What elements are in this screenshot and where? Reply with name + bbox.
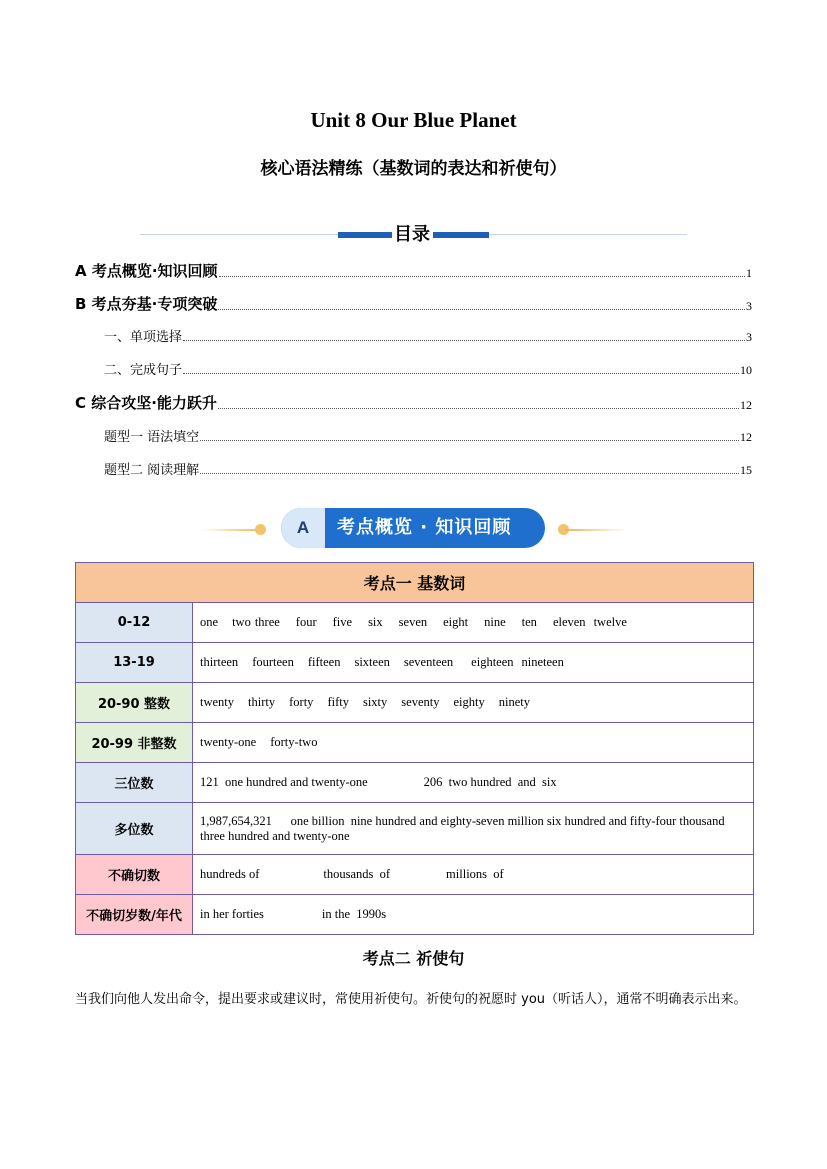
page-title: Unit 8 Our Blue Planet [310,108,517,132]
word: twenty [200,695,235,709]
toc-leader [200,473,739,474]
toc-entry[interactable] [104,359,752,378]
toc-entry-page: 1 [746,266,752,280]
word: hundreds of [200,867,260,881]
word: ninety [498,695,530,709]
row-category: 不确切数 [76,855,193,895]
word: thirteen [200,655,239,669]
toc-entry-page: 3 [746,299,752,313]
toc-leader [218,408,739,409]
toc-entry[interactable] [104,459,752,478]
row-category: 三位数 [76,763,193,803]
row-content [193,895,754,935]
toc-entry-text: 一、单项选择 [104,330,183,345]
table-header: 考点一 基数词 [76,563,754,603]
row-content [193,683,754,723]
table-row [76,683,754,723]
word: six [368,615,383,629]
row-category: 0-12 [76,603,193,643]
word: eighteen [471,655,514,669]
word: two [232,615,251,629]
row-content [193,723,754,763]
toc-divider-right [489,234,687,235]
banner-badge: A [281,508,325,548]
banner-dot-left [255,524,266,535]
toc-entry-text: A 考点概览·知识回顾 [75,262,218,280]
word: seventeen [403,655,454,669]
section-2-paragraph: 当我们向他人发出命令，提出要求或建议时，常使用祈使句。祈使句的祝愿时 you（听话人），通常不明确表示出来。 [75,992,747,1007]
row-content [193,643,754,683]
word: 1,987,654,321 one billion nine hundred and eighty-seven million six hundred and fifty-four thousand three hundred and twenty-one [200,813,728,843]
toc-leader [200,440,739,441]
cardinal-number-table [75,562,754,935]
word: nine [484,615,506,629]
word: three [254,615,280,629]
toc-entry-text: C 综合攻坚·能力跃升 [75,394,217,412]
toc-entry-text: 题型二 阅读理解 [104,463,200,478]
section-banner [0,506,827,550]
word: ten [521,615,537,629]
toc-entry-page: 10 [740,363,752,377]
toc-entry[interactable] [75,293,752,314]
page-subtitle: 核心语法精练（基数词的表达和祈使句） [260,159,567,179]
toc-divider-left [140,234,338,235]
table-row [76,723,754,763]
table-row [76,803,754,855]
row-content [193,855,754,895]
word: sixteen [354,655,390,669]
row-category: 不确切岁数/年代 [76,895,193,935]
banner-line-right [565,529,627,531]
word: seven [398,615,428,629]
toc-entry[interactable] [75,392,752,413]
word: eight [443,615,469,629]
word: twelve [593,615,627,629]
toc-heading-label: 目录 [394,224,430,245]
table-row [76,763,754,803]
word: 121 one hundred and twenty-one [200,775,368,789]
toc-entry-page: 3 [746,330,752,344]
row-content [193,763,754,803]
word: eighty [453,695,485,709]
word: twenty-one [200,735,257,749]
toc-bar-left [338,232,392,238]
toc-bar-right [433,232,489,238]
row-category: 20-90 整数 [76,683,193,723]
row-category: 多位数 [76,803,193,855]
toc-entry-page: 12 [740,398,752,412]
word: fifteen [307,655,341,669]
word: in the 1990s [321,907,387,921]
banner-pill [281,508,545,548]
toc-leader [218,309,745,310]
toc-entry-text: 二、完成句子 [104,363,183,378]
toc-leader [183,340,745,341]
word: forty [289,695,314,709]
banner-line-left [200,529,262,531]
toc-entry-page: 12 [740,430,752,444]
word: thirty [248,695,276,709]
word: nineteen [521,655,564,669]
row-category: 13-19 [76,643,193,683]
word: one [200,615,219,629]
word: millions of [446,867,504,881]
word: forty-two [270,735,318,749]
toc-leader [219,276,745,277]
toc-entry[interactable] [104,426,752,445]
word: seventy [401,695,440,709]
toc-entry-text: B 考点夯基·专项突破 [75,295,218,313]
banner-text: 考点概览 · 知识回顾 [337,517,512,538]
row-content [193,803,754,855]
toc-entry[interactable] [104,326,752,345]
section-2-heading: 考点二 祈使句 [362,949,465,968]
word: sixty [362,695,388,709]
row-category: 20-99 非整数 [76,723,193,763]
toc-entry-text: 题型一 语法填空 [104,430,200,445]
table-row [76,643,754,683]
table-row [76,895,754,935]
word: fourteen [252,655,294,669]
table-row [76,603,754,643]
toc-heading [140,220,687,244]
word: eleven [552,615,586,629]
row-content [193,603,754,643]
word: in her forties [200,907,264,921]
toc-entry[interactable] [75,260,752,281]
word: 206 two hundred and six [423,775,557,789]
toc-entry-page: 15 [740,463,752,477]
word: four [295,615,317,629]
word: fifty [327,695,349,709]
word: five [332,615,353,629]
toc-leader [183,373,739,374]
word: thousands of [323,867,391,881]
table-row [76,855,754,895]
